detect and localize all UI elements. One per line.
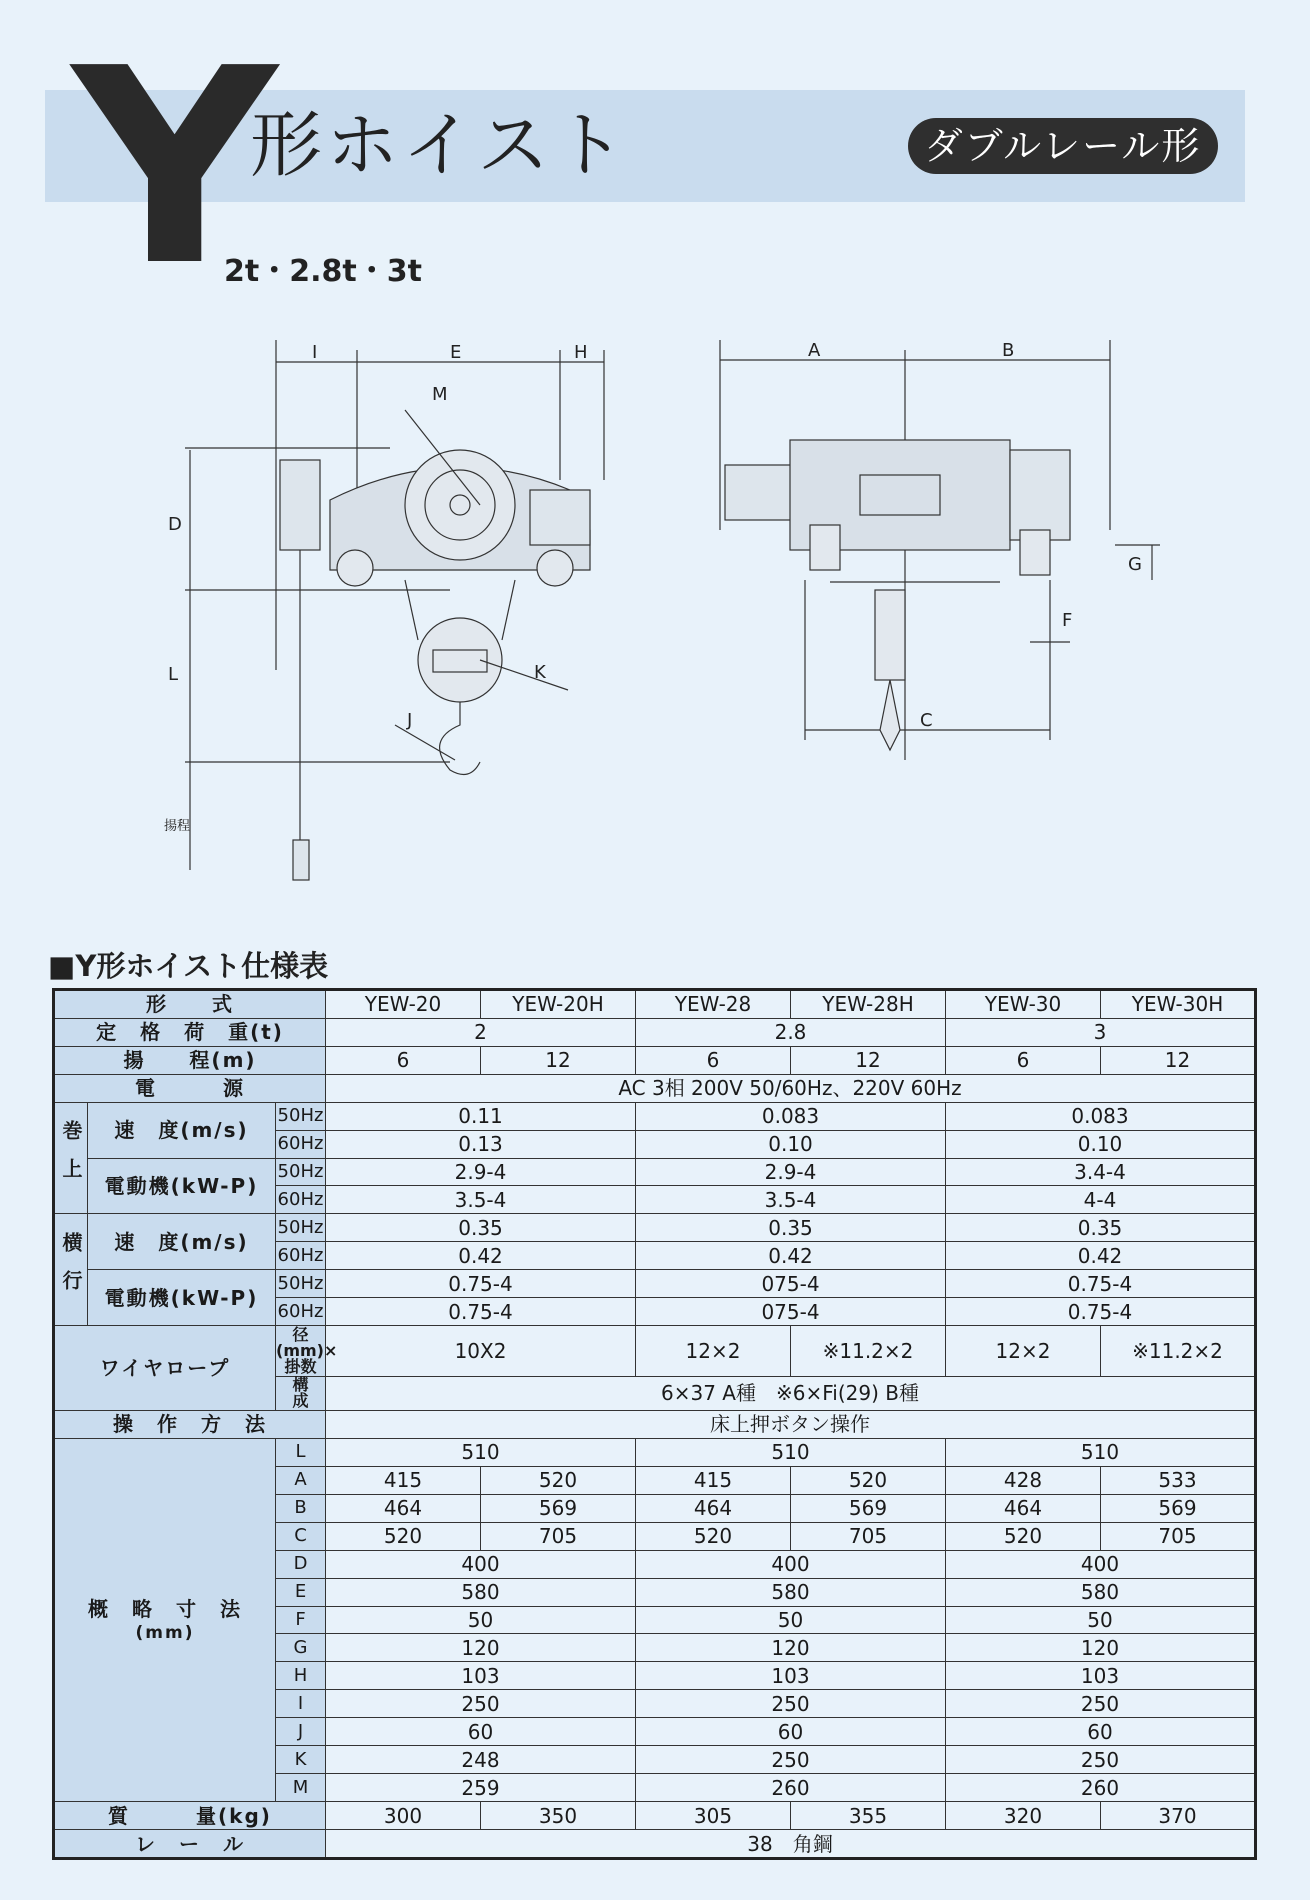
value-cell: 400 bbox=[326, 1550, 636, 1578]
value-cell: 50 bbox=[636, 1606, 946, 1634]
hz60-label: 60Hz bbox=[276, 1130, 326, 1158]
value-cell: 0.10 bbox=[636, 1130, 946, 1158]
value-cell: 50 bbox=[326, 1606, 636, 1634]
rated-load-cell: 3 bbox=[946, 1018, 1256, 1046]
value-cell: 0.11 bbox=[326, 1102, 636, 1130]
dims-unit-text: (mm) bbox=[135, 1622, 195, 1643]
hz50-label: 50Hz bbox=[276, 1270, 326, 1298]
row-wire-dia bbox=[54, 1326, 1256, 1377]
value-cell: 0.42 bbox=[946, 1242, 1256, 1270]
dim-key: E bbox=[276, 1578, 326, 1606]
dim-d-label: D bbox=[168, 514, 182, 535]
value-cell: 60 bbox=[946, 1718, 1256, 1746]
dim-g-label: G bbox=[1128, 554, 1142, 575]
value-cell: 12×2 bbox=[636, 1326, 791, 1377]
row-model bbox=[54, 990, 1256, 1019]
value-cell: 569 bbox=[791, 1494, 946, 1522]
value-cell: 520 bbox=[791, 1466, 946, 1494]
capacity-subtitle: 2t・2.8t・3t bbox=[224, 254, 422, 289]
value-cell: ※11.2×2 bbox=[1101, 1326, 1256, 1377]
value-cell: 260 bbox=[946, 1774, 1256, 1802]
value-cell: 400 bbox=[636, 1550, 946, 1578]
value-cell: 415 bbox=[636, 1466, 791, 1494]
lift-cell: 12 bbox=[481, 1046, 636, 1074]
spec-section-title: ■Y形ホイスト仕様表 bbox=[48, 949, 329, 983]
value-cell: 0.083 bbox=[636, 1102, 946, 1130]
row-trav-motor-50 bbox=[54, 1270, 1256, 1298]
model-cell: YEW-20H bbox=[481, 990, 636, 1019]
hoist-drawing bbox=[150, 330, 1170, 890]
dim-l-label: L bbox=[168, 664, 179, 685]
value-cell: 520 bbox=[481, 1466, 636, 1494]
trav-motor-label: 電動機(kW-P) bbox=[88, 1270, 276, 1326]
value-cell: 355 bbox=[791, 1802, 946, 1830]
value-cell: 248 bbox=[326, 1746, 636, 1774]
wire-dia-label: 径(mm)×掛数 bbox=[276, 1324, 338, 1376]
dim-e-label: E bbox=[450, 342, 462, 363]
value-cell: 580 bbox=[636, 1578, 946, 1606]
traverse-label: 横行 bbox=[54, 1214, 88, 1326]
dim-key: F bbox=[276, 1606, 326, 1634]
dim-key: L bbox=[276, 1438, 326, 1466]
dim-key: G bbox=[276, 1634, 326, 1662]
dims-body bbox=[54, 1438, 1256, 1801]
dim-f-label: F bbox=[1062, 610, 1073, 631]
row-lift bbox=[54, 1046, 1256, 1074]
lift-label: 揚 程(m) bbox=[54, 1046, 326, 1074]
dim-i-label: I bbox=[312, 342, 318, 363]
value-cell: 床上押ボタン操作 bbox=[326, 1410, 1256, 1438]
value-cell: 569 bbox=[481, 1494, 636, 1522]
rail-label: レ ー ル bbox=[54, 1830, 326, 1859]
model-cell: YEW-28H bbox=[791, 990, 946, 1019]
dim-lift-label: 揚程 bbox=[164, 819, 191, 834]
value-cell: 250 bbox=[946, 1746, 1256, 1774]
value-cell: 12×2 bbox=[946, 1326, 1101, 1377]
value-cell: 250 bbox=[636, 1746, 946, 1774]
lift-cell: 6 bbox=[326, 1046, 481, 1074]
row-trav-speed-50 bbox=[54, 1214, 1256, 1242]
row-dim-l bbox=[54, 1438, 1256, 1466]
dim-key: C bbox=[276, 1522, 326, 1550]
value-cell: 370 bbox=[1101, 1802, 1256, 1830]
value-cell: 580 bbox=[326, 1578, 636, 1606]
hz50-label: 50Hz bbox=[276, 1102, 326, 1130]
model-cell: YEW-28 bbox=[636, 990, 791, 1019]
dim-c-label: C bbox=[920, 710, 933, 731]
dim-key: J bbox=[276, 1718, 326, 1746]
value-cell: ※11.2×2 bbox=[791, 1326, 946, 1377]
dim-key: A bbox=[276, 1466, 326, 1494]
lift-cell: 12 bbox=[1101, 1046, 1256, 1074]
dims-label-text: 概 略 寸 法 bbox=[88, 1596, 242, 1621]
hz60-label: 60Hz bbox=[276, 1242, 326, 1270]
wire-const-label: 構 成 bbox=[276, 1376, 326, 1410]
value-cell: 120 bbox=[946, 1634, 1256, 1662]
value-cell: 350 bbox=[481, 1802, 636, 1830]
spec-table bbox=[52, 988, 1257, 1860]
model-cell: YEW-30H bbox=[1101, 990, 1256, 1019]
value-cell: 103 bbox=[326, 1662, 636, 1690]
value-cell: 0.42 bbox=[326, 1242, 636, 1270]
value-cell: 103 bbox=[636, 1662, 946, 1690]
value-cell: 400 bbox=[946, 1550, 1256, 1578]
model-cell: YEW-30 bbox=[946, 990, 1101, 1019]
row-rail bbox=[54, 1830, 1256, 1859]
row-weight bbox=[54, 1802, 1256, 1830]
value-cell: 250 bbox=[326, 1690, 636, 1718]
value-cell: 60 bbox=[326, 1718, 636, 1746]
dim-b-label: B bbox=[1002, 340, 1015, 361]
value-cell: 075-4 bbox=[636, 1298, 946, 1326]
dim-key: H bbox=[276, 1662, 326, 1690]
rated-load-cell: 2.8 bbox=[636, 1018, 946, 1046]
value-cell: 705 bbox=[481, 1522, 636, 1550]
dim-key: I bbox=[276, 1690, 326, 1718]
value-cell: 520 bbox=[636, 1522, 791, 1550]
hoist-label: 巻上 bbox=[54, 1102, 88, 1214]
dim-a-label: A bbox=[808, 340, 821, 361]
value-cell: 428 bbox=[946, 1466, 1101, 1494]
power-cell: AC 3相 200V 50/60Hz、220V 60Hz bbox=[326, 1074, 1256, 1102]
value-cell: 510 bbox=[636, 1438, 946, 1466]
value-cell: 705 bbox=[1101, 1522, 1256, 1550]
value-cell: 705 bbox=[791, 1522, 946, 1550]
hoist-speed-label: 速 度(m/s) bbox=[88, 1102, 276, 1158]
value-cell: 0.35 bbox=[326, 1214, 636, 1242]
model-label: 形 式 bbox=[54, 990, 326, 1019]
value-cell: 0.10 bbox=[946, 1130, 1256, 1158]
value-cell: 464 bbox=[636, 1494, 791, 1522]
value-cell: 300 bbox=[326, 1802, 481, 1830]
value-cell: 0.35 bbox=[946, 1214, 1256, 1242]
wire-label: ワイヤロープ bbox=[54, 1326, 276, 1411]
dim-j-label: J bbox=[407, 710, 413, 731]
value-cell: 0.75-4 bbox=[946, 1298, 1256, 1326]
value-cell: 320 bbox=[946, 1802, 1101, 1830]
lift-cell: 12 bbox=[791, 1046, 946, 1074]
power-label: 電 源 bbox=[54, 1074, 326, 1102]
value-cell: 464 bbox=[326, 1494, 481, 1522]
page-title: 形ホイスト bbox=[250, 103, 630, 187]
value-cell: 520 bbox=[326, 1522, 481, 1550]
value-cell: 510 bbox=[946, 1438, 1256, 1466]
value-cell: 533 bbox=[1101, 1466, 1256, 1494]
value-cell: 569 bbox=[1101, 1494, 1256, 1522]
lift-cell: 6 bbox=[946, 1046, 1101, 1074]
value-cell: 3.5-4 bbox=[636, 1186, 946, 1214]
value-cell: 259 bbox=[326, 1774, 636, 1802]
dims-label bbox=[54, 1438, 276, 1801]
operation-label: 操 作 方 法 bbox=[54, 1410, 326, 1438]
weight-label: 質 量(kg) bbox=[54, 1802, 326, 1830]
value-cell: 0.75-4 bbox=[326, 1298, 636, 1326]
value-cell: 305 bbox=[636, 1802, 791, 1830]
value-cell: 4-4 bbox=[946, 1186, 1256, 1214]
value-cell: 120 bbox=[636, 1634, 946, 1662]
trav-speed-label: 速 度(m/s) bbox=[88, 1214, 276, 1270]
value-cell: 260 bbox=[636, 1774, 946, 1802]
hz50-label: 50Hz bbox=[276, 1158, 326, 1186]
value-cell: 38 角鋼 bbox=[326, 1830, 1256, 1859]
value-cell: 075-4 bbox=[636, 1270, 946, 1298]
value-cell: 6×37 A種 ※6×Fi(29) B種 bbox=[326, 1376, 1256, 1410]
hz60-label: 60Hz bbox=[276, 1186, 326, 1214]
dim-k-label: K bbox=[534, 662, 546, 683]
value-cell: 510 bbox=[326, 1438, 636, 1466]
value-cell: 3.4-4 bbox=[946, 1158, 1256, 1186]
value-cell: 3.5-4 bbox=[326, 1186, 636, 1214]
value-cell: 250 bbox=[636, 1690, 946, 1718]
row-operation bbox=[54, 1410, 1256, 1438]
value-cell: 10X2 bbox=[326, 1326, 636, 1377]
value-cell: 464 bbox=[946, 1494, 1101, 1522]
value-cell: 0.42 bbox=[636, 1242, 946, 1270]
value-cell: 580 bbox=[946, 1578, 1256, 1606]
value-cell: 0.35 bbox=[636, 1214, 946, 1242]
row-rated-load bbox=[54, 1018, 1256, 1046]
value-cell: 0.13 bbox=[326, 1130, 636, 1158]
value-cell: 0.083 bbox=[946, 1102, 1256, 1130]
value-cell: 60 bbox=[636, 1718, 946, 1746]
row-power bbox=[54, 1074, 1256, 1102]
value-cell: 415 bbox=[326, 1466, 481, 1494]
lift-cell: 6 bbox=[636, 1046, 791, 1074]
value-cell: 520 bbox=[946, 1522, 1101, 1550]
hz60-label: 60Hz bbox=[276, 1298, 326, 1326]
hz50-label: 50Hz bbox=[276, 1214, 326, 1242]
dim-key: M bbox=[276, 1774, 326, 1802]
dim-key: K bbox=[276, 1746, 326, 1774]
rated-load-label: 定 格 荷 重(t) bbox=[54, 1018, 326, 1046]
row-hoist-speed-50 bbox=[54, 1102, 1256, 1130]
dim-h-label: H bbox=[574, 342, 588, 363]
value-cell: 120 bbox=[326, 1634, 636, 1662]
dim-key: B bbox=[276, 1494, 326, 1522]
value-cell: 2.9-4 bbox=[326, 1158, 636, 1186]
value-cell: 0.75-4 bbox=[946, 1270, 1256, 1298]
rated-load-cell: 2 bbox=[326, 1018, 636, 1046]
value-cell: 250 bbox=[946, 1690, 1256, 1718]
big-y-letter: Y bbox=[72, 10, 278, 325]
hoist-motor-label: 電動機(kW-P) bbox=[88, 1158, 276, 1214]
value-cell: 103 bbox=[946, 1662, 1256, 1690]
value-cell: 2.9-4 bbox=[636, 1158, 946, 1186]
type-badge: ダブルレール形 bbox=[908, 118, 1218, 174]
dim-key: D bbox=[276, 1550, 326, 1578]
model-cell: YEW-20 bbox=[326, 990, 481, 1019]
dim-m-label: M bbox=[432, 384, 448, 405]
value-cell: 50 bbox=[946, 1606, 1256, 1634]
row-hoist-motor-50 bbox=[54, 1158, 1256, 1186]
value-cell: 0.75-4 bbox=[326, 1270, 636, 1298]
